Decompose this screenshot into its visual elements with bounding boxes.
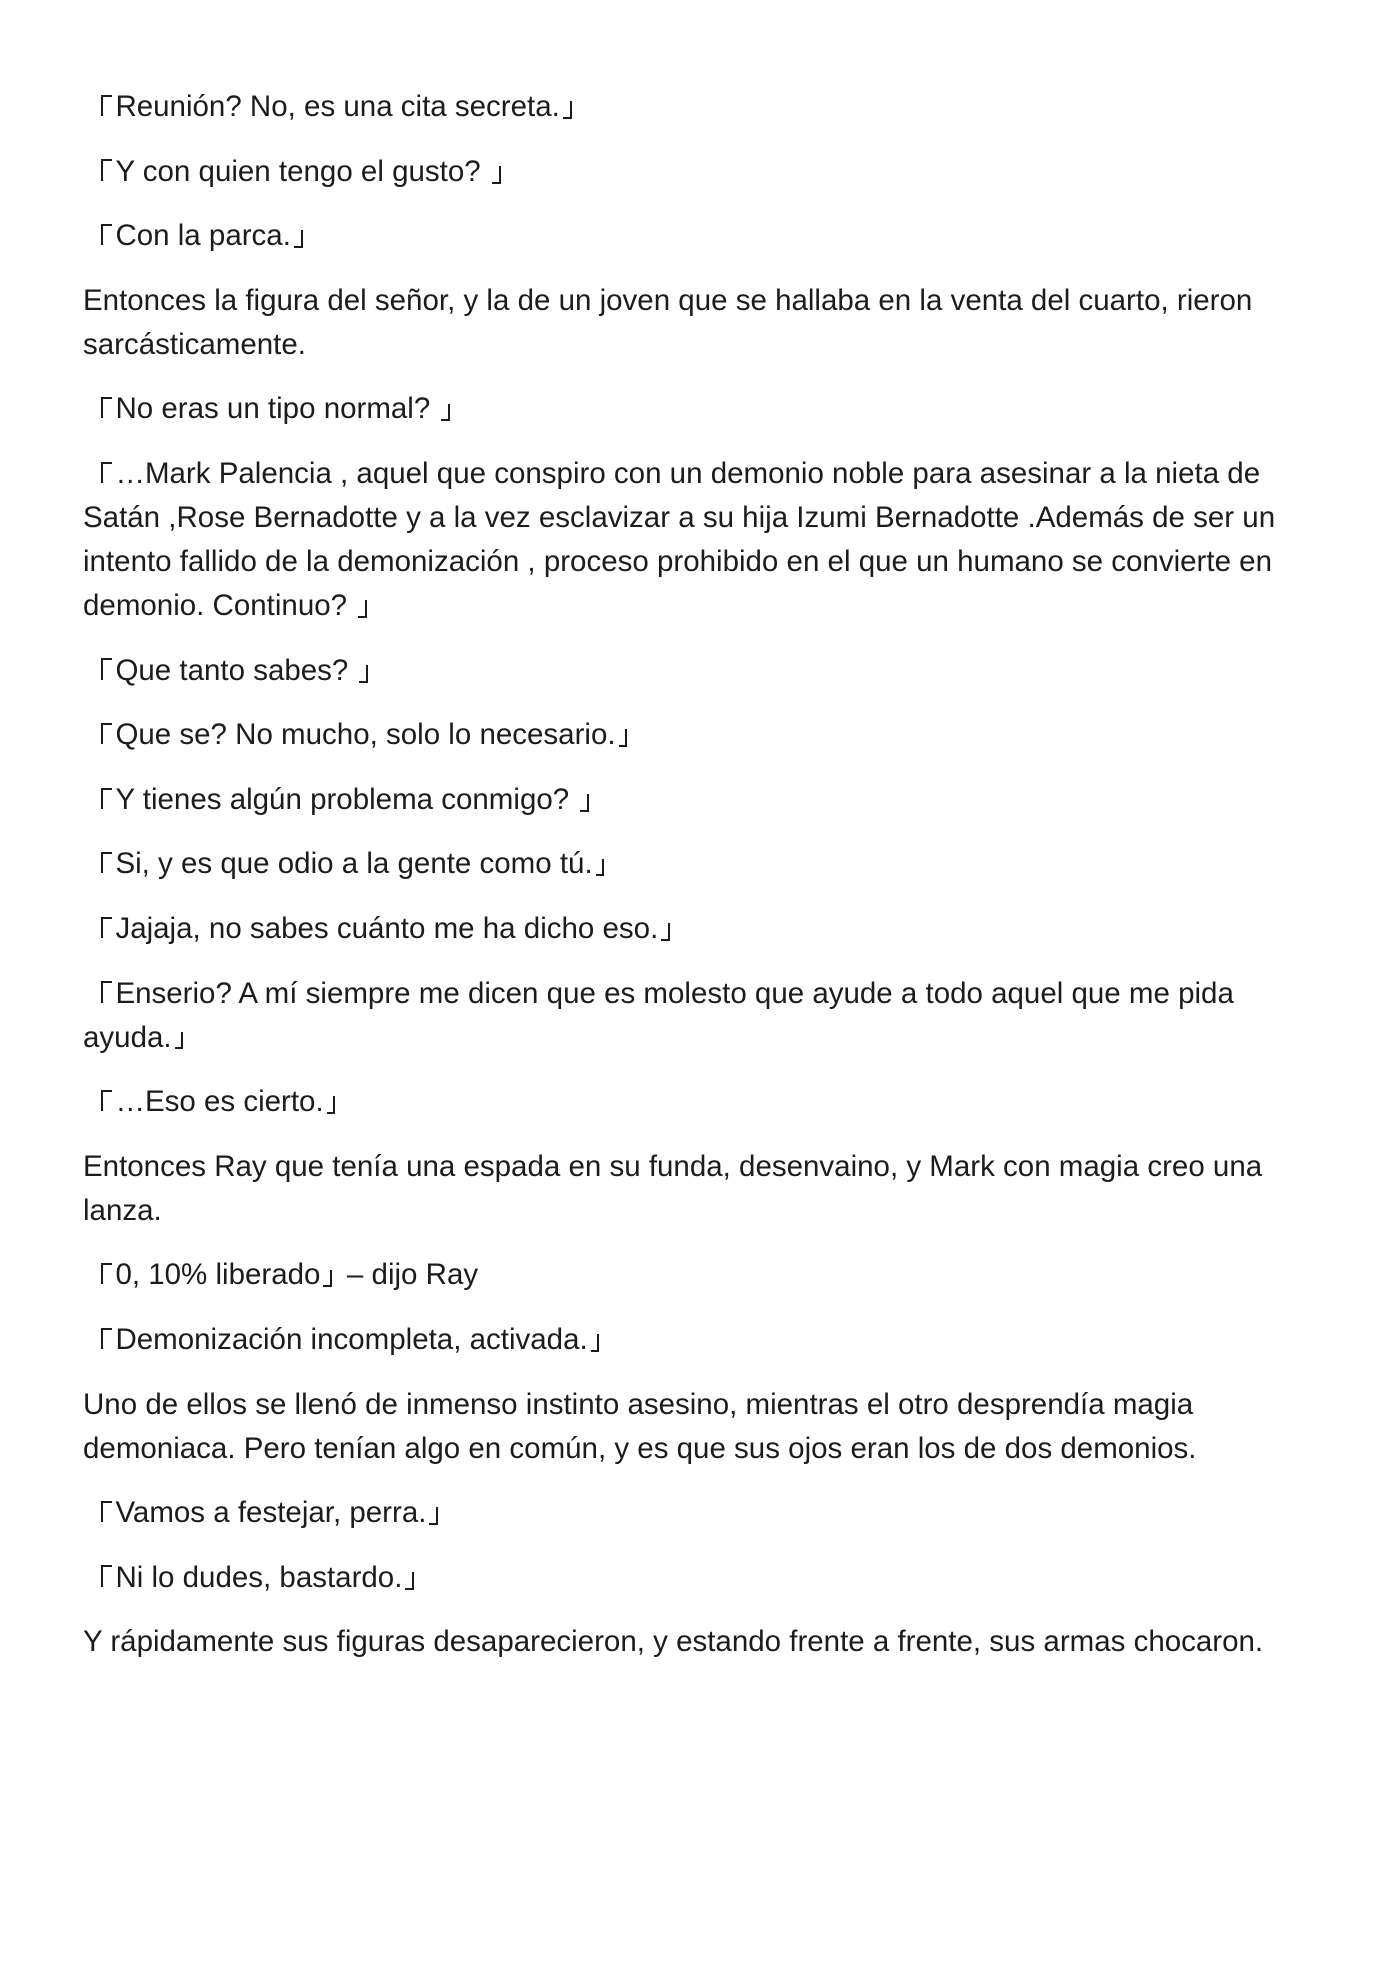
open-quote-bracket xyxy=(83,95,115,116)
dialogue-line: No eras un tipo normal? xyxy=(83,387,1400,431)
open-quote-bracket xyxy=(83,723,115,744)
open-quote-bracket xyxy=(83,658,115,679)
close-quote-bracket xyxy=(291,230,309,248)
open-quote-bracket xyxy=(83,397,115,418)
dialogue-line: Satán ,Rose Bernadotte y a la vez esclavizar a su hija Izumi Bernadotte .Además de ser un xyxy=(83,500,1276,534)
dialogue-paragraph xyxy=(83,778,1400,822)
dialogue-line: Ni lo dudes, bastardo. xyxy=(83,1556,1400,1600)
dialogue-line: intento fallido de la demonización , proceso prohibido en el que un humano se convierte en xyxy=(83,544,1272,578)
dialogue-paragraph xyxy=(83,1491,1400,1535)
close-quote-bracket xyxy=(616,729,634,747)
close-quote-bracket xyxy=(357,665,375,683)
dialogue-line: 0, 10% liberado – dijo Ray xyxy=(83,1253,1400,1297)
narration-line: lanza. xyxy=(83,1193,162,1227)
close-quote-bracket xyxy=(320,1270,338,1288)
narration-paragraph xyxy=(83,1620,1400,1664)
close-quote-bracket xyxy=(402,1572,420,1590)
dialogue-paragraph xyxy=(83,1318,1400,1362)
dialogue-paragraph xyxy=(83,1556,1400,1600)
dialogue-paragraph xyxy=(83,907,1400,951)
open-quote-bracket xyxy=(83,1328,115,1349)
narration-line: demoniaca. Pero tenían algo en común, y es que sus ojos eran los de dos demonios. xyxy=(83,1431,1197,1465)
dialogue-line: Que tanto sabes? xyxy=(83,649,1400,693)
close-quote-bracket xyxy=(658,923,676,941)
dialogue-line: Demonización incompleta, activada. xyxy=(83,1318,1400,1362)
open-quote-bracket xyxy=(83,852,115,873)
document-body xyxy=(83,85,1400,1664)
dialogue-paragraph xyxy=(83,452,1400,628)
dialogue-paragraph xyxy=(83,842,1400,886)
dialogue-line: Que se? No mucho, solo lo necesario. xyxy=(83,713,1400,757)
dialogue-paragraph xyxy=(83,972,1400,1060)
open-quote-bracket xyxy=(83,1565,115,1586)
dialogue-paragraph xyxy=(83,1253,1400,1297)
dialogue-paragraph xyxy=(83,150,1400,194)
dialogue-line: Con la parca. xyxy=(83,214,1400,258)
close-quote-bracket xyxy=(324,1096,342,1114)
open-quote-bracket xyxy=(83,1090,115,1111)
dialogue-line: …Eso es cierto. xyxy=(83,1080,1400,1124)
open-quote-bracket xyxy=(83,788,115,809)
dialogue-line: demonio. Continuo? xyxy=(83,584,1400,628)
close-quote-bracket xyxy=(593,859,611,877)
narration-line: sarcásticamente. xyxy=(83,327,306,361)
dialogue-paragraph xyxy=(83,1080,1400,1124)
dialogue-line: ayuda. xyxy=(83,1016,1400,1060)
close-quote-bracket xyxy=(577,794,595,812)
open-quote-bracket xyxy=(83,1501,115,1522)
close-quote-bracket xyxy=(438,404,456,422)
open-quote-bracket xyxy=(83,917,115,938)
narration-paragraph xyxy=(83,1145,1400,1233)
narration-paragraph xyxy=(83,279,1400,367)
open-quote-bracket xyxy=(83,1263,115,1284)
narration-line: Y rápidamente sus figuras desaparecieron, y estando frente a frente, sus armas chocaron. xyxy=(83,1625,1264,1659)
dialogue-line: Y tienes algún problema conmigo? xyxy=(83,778,1400,822)
close-quote-bracket xyxy=(489,166,507,184)
dialogue-line: Si, y es que odio a la gente como tú. xyxy=(83,842,1400,886)
close-quote-bracket xyxy=(588,1334,606,1352)
dialogue-line: Reunión? No, es una cita secreta. xyxy=(83,85,1400,129)
dialogue-paragraph xyxy=(83,85,1400,129)
dialogue-line: Vamos a festejar, perra. xyxy=(83,1491,1400,1535)
dialogue-paragraph xyxy=(83,387,1400,431)
narration-line: Entonces Ray que tenía una espada en su funda, desenvaino, y Mark con magia creo una xyxy=(83,1149,1263,1183)
close-quote-bracket xyxy=(560,101,578,119)
dialogue-line: Jajaja, no sabes cuánto me ha dicho eso. xyxy=(83,907,1400,951)
narration-line: Uno de ellos se llenó de inmenso instinto asesino, mientras el otro desprendía magia xyxy=(83,1387,1194,1421)
open-quote-bracket xyxy=(83,981,115,1002)
dialogue-line: …Mark Palencia , aquel que conspiro con un demonio noble para asesinar a la nieta de xyxy=(83,452,1400,496)
narration-line: Entonces la figura del señor, y la de un joven que se hallaba en la venta del cuarto, rieron xyxy=(83,283,1253,317)
dialogue-paragraph xyxy=(83,214,1400,258)
dialogue-paragraph xyxy=(83,649,1400,693)
open-quote-bracket xyxy=(83,462,115,483)
close-quote-bracket xyxy=(355,600,373,618)
dialogue-paragraph xyxy=(83,713,1400,757)
close-quote-bracket xyxy=(172,1032,190,1050)
close-quote-bracket xyxy=(426,1507,444,1525)
dialogue-line: Y con quien tengo el gusto? xyxy=(83,150,1400,194)
dialogue-line: Enserio? A mí siempre me dicen que es molesto que ayude a todo aquel que me pida xyxy=(83,972,1400,1016)
open-quote-bracket xyxy=(83,159,115,180)
open-quote-bracket xyxy=(83,224,115,245)
narration-paragraph xyxy=(83,1383,1400,1471)
